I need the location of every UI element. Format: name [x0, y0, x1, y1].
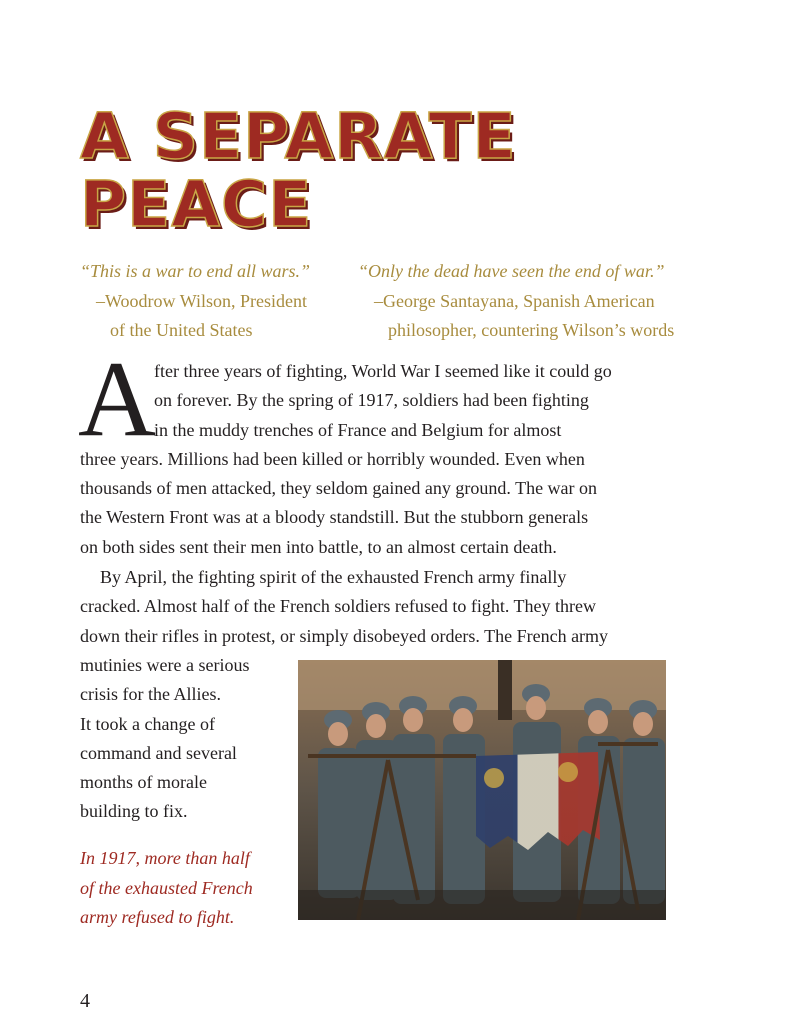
caption-line: of the exhausted French [80, 877, 253, 898]
text-line: on forever. By the spring of 1917, soldiers had been fighting [154, 390, 589, 411]
quote-text: “Only the dead have seen the end of war.” [358, 261, 665, 281]
soldiers-photo [298, 660, 666, 920]
text-line: By April, the fighting spirit of the exhausted French army finally [100, 567, 567, 587]
text-line: months of morale [80, 772, 207, 793]
text-line: building to fix. [80, 801, 188, 822]
title-line-1: A SEPARATE [80, 100, 517, 173]
page-title [80, 100, 517, 241]
text-line: command and several [80, 742, 237, 763]
paragraph-1 [80, 357, 665, 562]
text-line: crisis for the Allies. [80, 684, 221, 705]
caption-line: army refused to fight. [80, 907, 235, 927]
text-line: It took a change of [80, 713, 215, 734]
quote-wilson [80, 257, 310, 346]
quote-santayana [358, 257, 674, 346]
text-line: in the muddy trenches of France and Belgium for almost [154, 419, 562, 440]
photo-caption [80, 844, 290, 933]
paragraph-2-continued [80, 651, 290, 827]
text-line: down their rifles in protest, or simply disobeyed orders. The French army [80, 625, 609, 646]
title-line-2: PEACE [80, 168, 313, 241]
drop-cap: A [78, 340, 156, 459]
quote-attribution-cont: philosopher, countering Wilson’s words [388, 320, 675, 340]
quote-attribution: –George Santayana, Spanish American [374, 290, 655, 311]
text-line: fter three years of fighting, World War I seemed like it could go [154, 361, 612, 381]
paragraph-2 [80, 563, 665, 651]
quote-attribution-cont: of the United States [110, 320, 253, 340]
text-line: cracked. Almost half of the French soldiers refused to fight. They threw [80, 596, 597, 617]
caption-line: In 1917, more than half [80, 848, 250, 868]
quote-text: “This is a war to end all wars.” [80, 261, 311, 281]
page-number: 4 [80, 990, 90, 1012]
text-line: on both sides sent their men into battle, to an almost certain death. [80, 536, 557, 557]
text-line: thousands of men attacked, they seldom gained any ground. The war on [80, 478, 598, 499]
quote-attribution: –Woodrow Wilson, President [96, 290, 307, 311]
text-line: three years. Millions had been killed or horribly wounded. Even when [80, 448, 585, 469]
text-line: mutinies were a serious [80, 655, 250, 675]
text-line: the Western Front was at a bloody standstill. But the stubborn generals [80, 507, 589, 528]
